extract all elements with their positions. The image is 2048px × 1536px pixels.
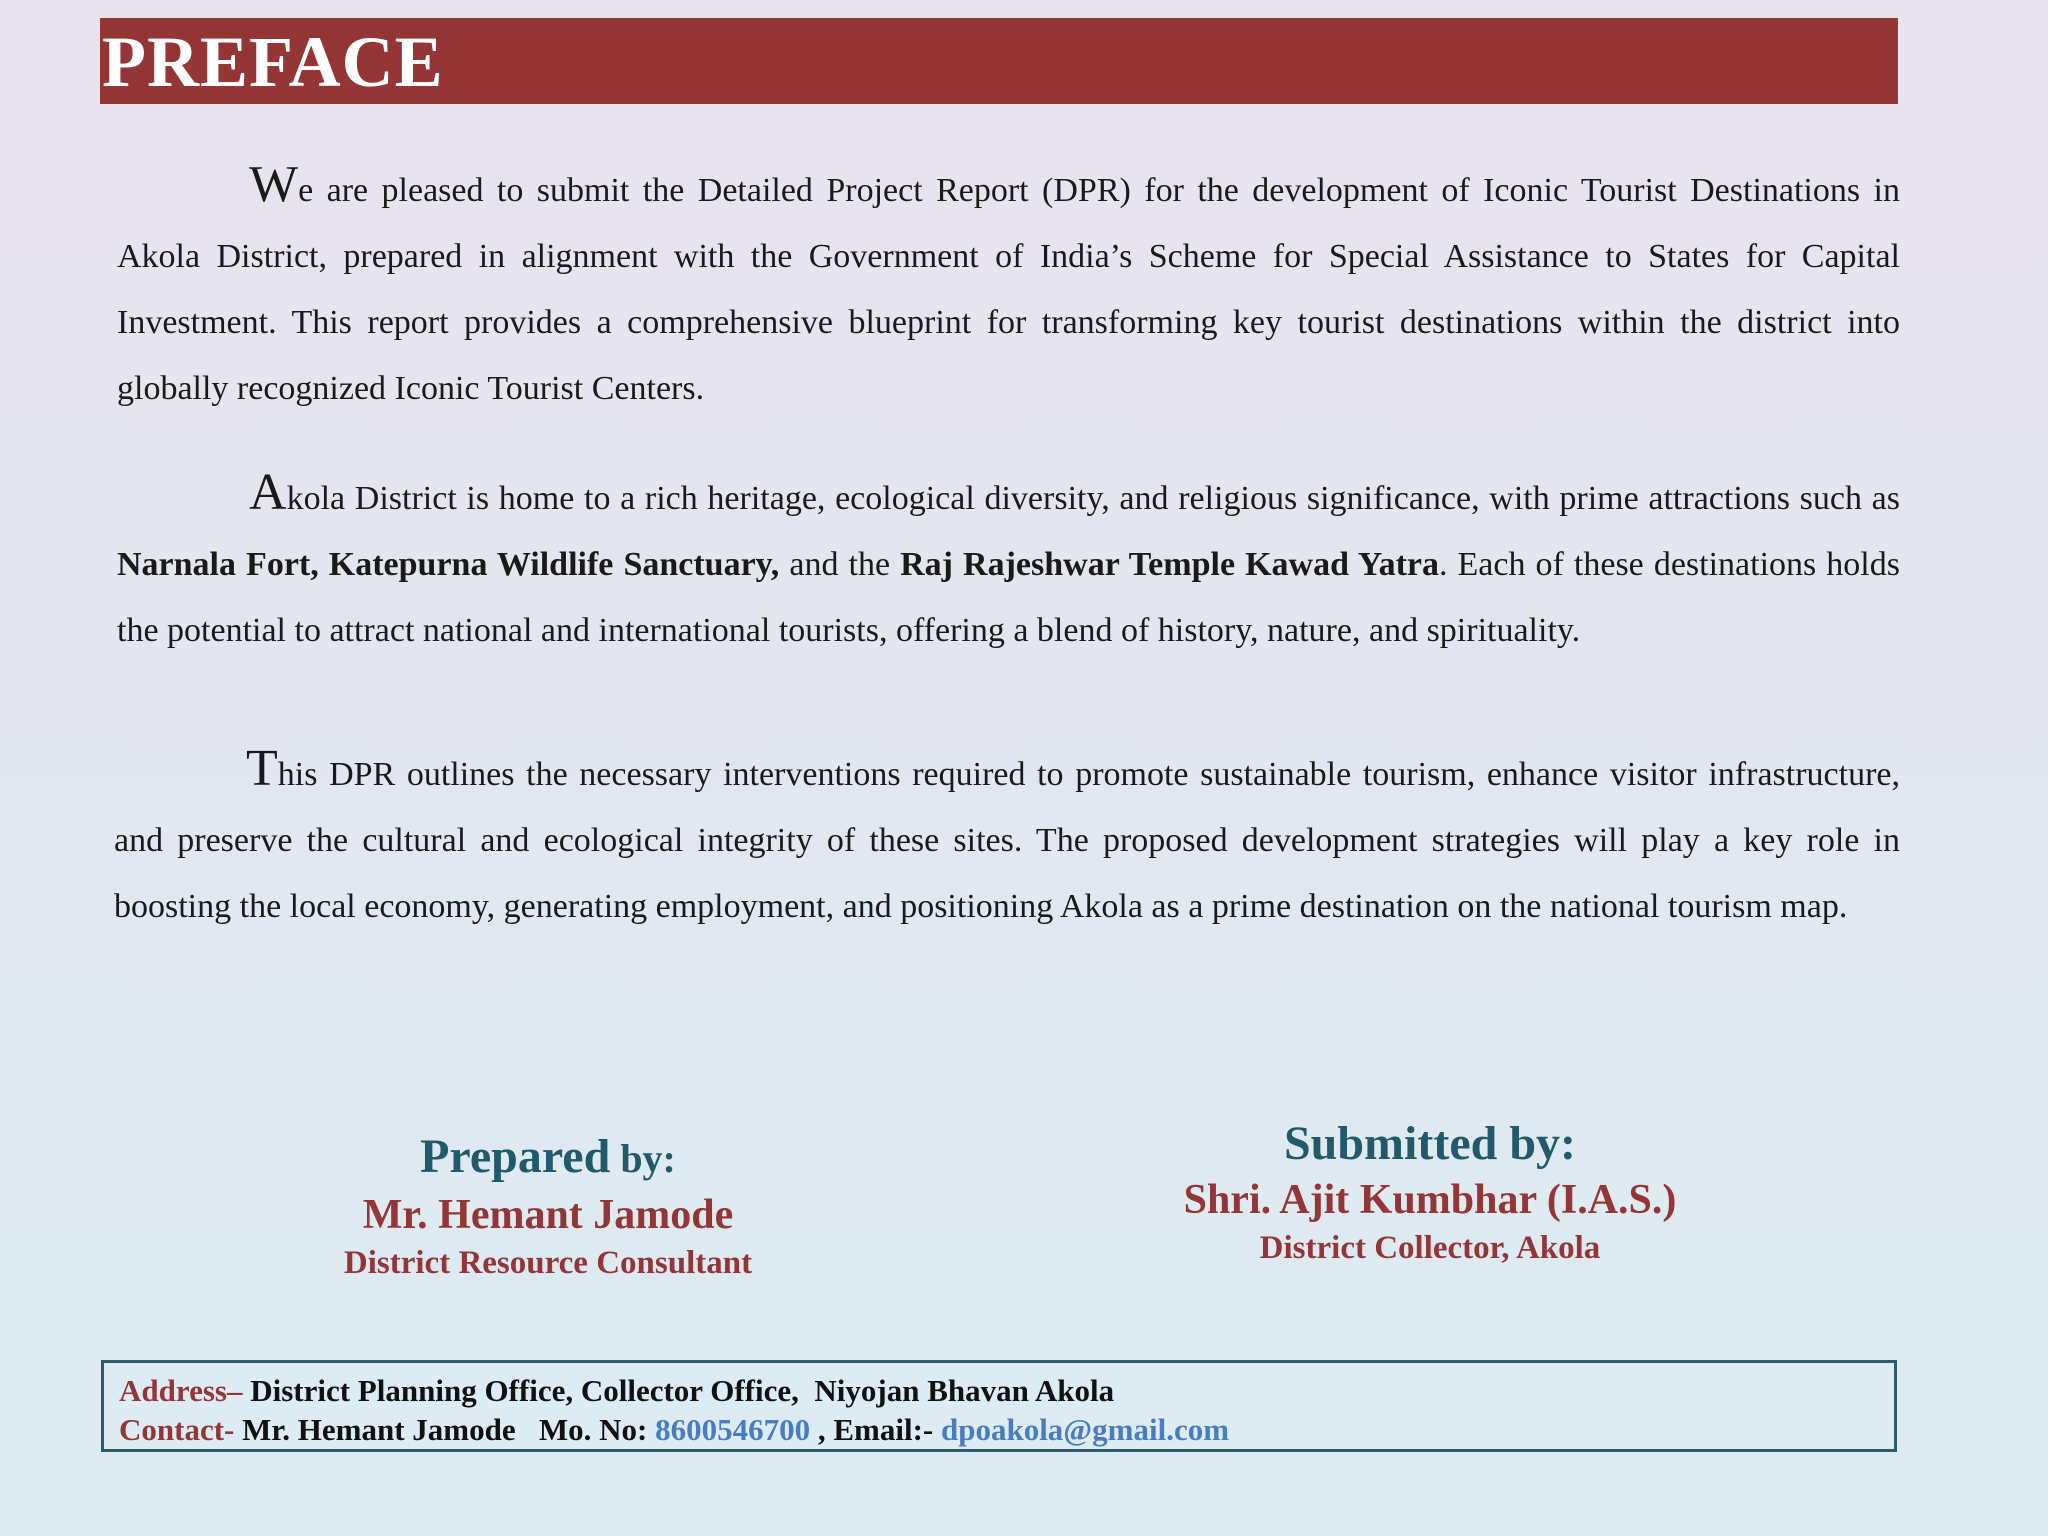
submitted-by-heading: Submitted by: (1283, 1117, 1577, 1170)
page-title: PREFACE (102, 22, 444, 102)
paragraph-text: kola District is home to a rich heritage, ecological diversity, and religious significance, with prime attractions such as (286, 480, 1900, 517)
email-link[interactable]: dpoakola@gmail.com (940, 1412, 1230, 1447)
drop-cap: W (249, 156, 299, 213)
drop-cap: T (246, 740, 278, 797)
preface-paragraph-3 (114, 736, 1900, 940)
paragraph-text: e are pleased to submit the Detailed Project Report (DPR) for the development of Iconic Tourist Destinations in Akola District, prepared in alignment with the Government of India’s Scheme for Special Assistance to States for Capital Investment. This report provides a comprehensive blueprint for transforming key tourist destinations within the district into globally recognized Iconic Tourist Centers. (117, 172, 1900, 407)
prepared-by-block (248, 1127, 848, 1285)
phone-link[interactable]: 8600546700 (655, 1412, 811, 1447)
prepared-heading-by: by: (610, 1136, 676, 1181)
contact-label: Contact- (119, 1412, 235, 1447)
paragraph-text: his DPR outlines the necessary interventions required to promote sustainable tourism, enhance visitor infrastructure, and preserve the cultural and ecological integrity of these sites. The proposed development strategies will play a key role in boosting the local economy, generating employment, and positioning Akola as a prime destination on the national tourism map. (114, 756, 1900, 925)
prepared-by-heading (248, 1127, 848, 1189)
paragraph-text: and the (779, 546, 901, 583)
contact-box (101, 1360, 1897, 1452)
submitter-name: Shri. Ajit Kumbhar (I.A.S.) (1183, 1177, 1677, 1223)
preparer-role: District Resource Consultant (343, 1245, 753, 1281)
attractions-bold-text: Narnala Fort, Katepurna Wildlife Sanctuary, (117, 546, 780, 583)
drop-cap: A (249, 464, 287, 521)
preface-paragraph-2 (117, 460, 1900, 664)
address-row (119, 1371, 1894, 1410)
submitter-role: District Collector, Akola (1259, 1230, 1601, 1266)
address-label: Address– (119, 1373, 243, 1408)
contact-row (119, 1410, 1894, 1449)
submitted-by-block (1130, 1114, 1730, 1270)
temple-bold-text: Raj Rajeshwar Temple Kawad Yatra (900, 546, 1439, 583)
contact-name: Mr. Hemant Jamode Mo. No: (234, 1412, 656, 1447)
email-label: , Email:- (810, 1412, 941, 1447)
preparer-name: Mr. Hemant Jamode (362, 1192, 734, 1238)
preface-paragraph-1 (117, 152, 1900, 422)
prepared-heading-main: Prepared (420, 1130, 611, 1183)
title-banner (100, 18, 1898, 104)
address-text: District Planning Office, Collector Office, Niyojan Bhavan Akola (242, 1373, 1115, 1408)
paragraph-text: . Each of these destinations holds the potential to attract national and international tourists, offering a blend of history, nature, and spirituality. (117, 546, 1900, 649)
